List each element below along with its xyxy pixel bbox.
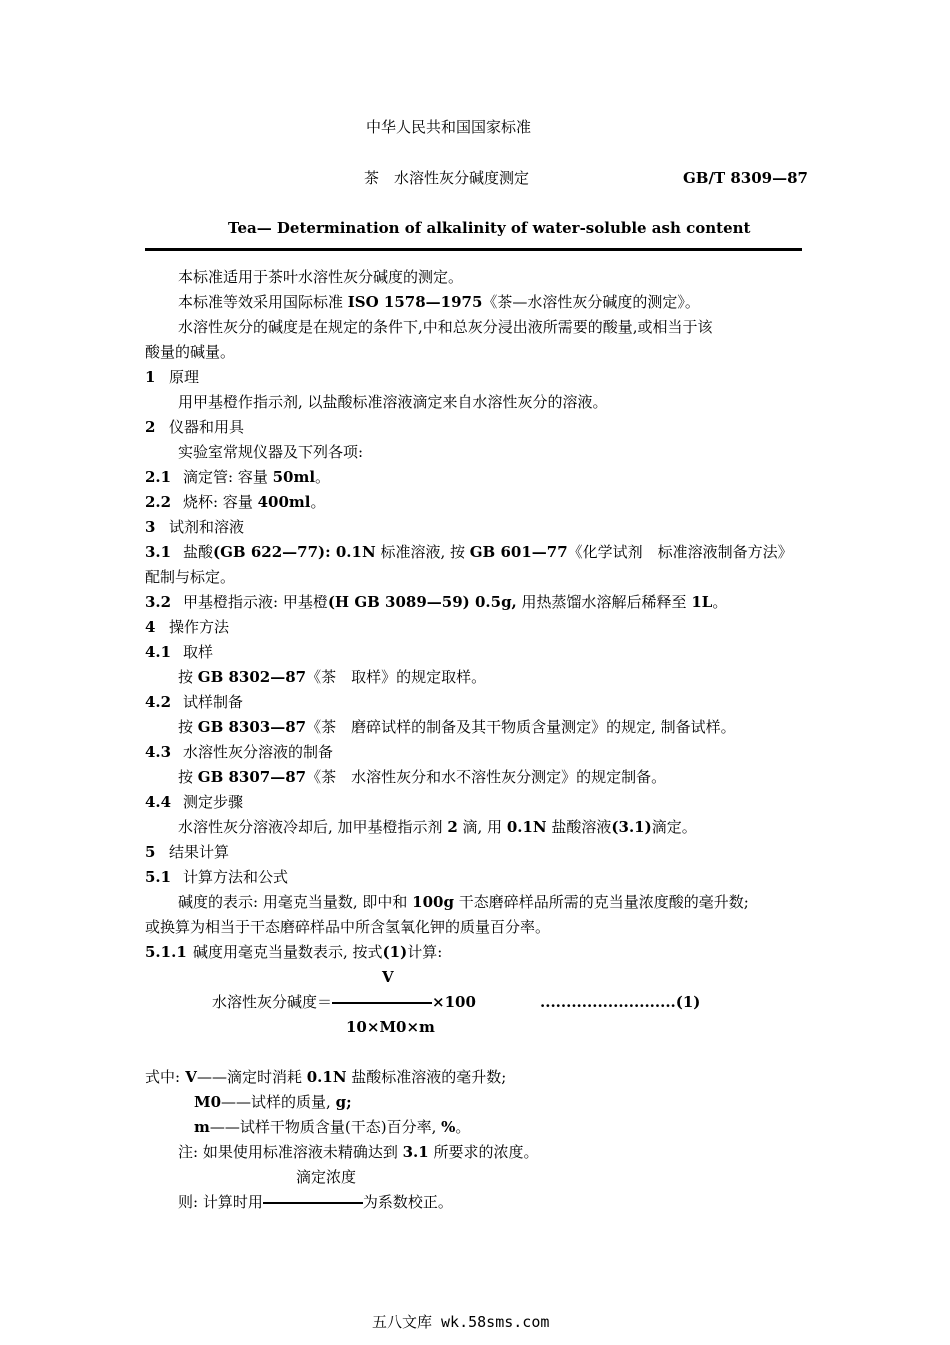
intro-paragraph-1: 本标准适用于茶叶水溶性灰分碱度的测定。 — [178, 268, 464, 286]
item-4-4-heading: 4.4 测定步骤 — [145, 793, 244, 811]
item-3-1-line-1: 3.1 盐酸(GB 622—77): 0.1N 标准溶液, 按 GB 601—77《化学试剂 标准溶液制备方法》 — [145, 543, 793, 561]
item-4-1-text: 按 GB 8302—87《茶 取样》的规定取样。 — [178, 668, 487, 686]
item-5-1-text-line-2: 或换算为相当于干态磨碎样品中所含氢氧化钾的质量百分率。 — [145, 918, 551, 936]
item-3-2: 3.2 甲基橙指示液: 甲基橙(H GB 3089—59) 0.5g, 用热蒸馏水溶解后稀释至 1L。 — [145, 593, 728, 611]
section-3-heading: 3 试剂和溶液 — [145, 518, 245, 536]
note-correction-line: 则: 计算时用 为系数校正。 — [178, 1193, 453, 1211]
item-5-1-1: 5.1.1 碱度用毫克当量数表示, 按式(1)计算: — [145, 943, 443, 961]
note-text: 注: 如果使用标准溶液未精确达到 3.1 所要求的浓度。 — [178, 1143, 539, 1161]
intro-paragraph-3-line-2: 酸量的碱量。 — [145, 343, 236, 361]
title-rule — [145, 248, 802, 251]
formula-main-line: 水溶性灰分碱度＝ ×100 — [212, 993, 476, 1011]
item-2-2: 2.2 烧杯: 容量 400ml。 — [145, 493, 326, 511]
section-1-text: 用甲基橙作指示剂, 以盐酸标准溶液滴定来自水溶性灰分的溶液。 — [178, 393, 608, 411]
legend-m: m——试样干物质含量(干态)百分率, %。 — [194, 1118, 471, 1136]
item-5-1-text-line-1: 碱度的表示: 用毫克当量数, 即中和 100g 干态磨碎样品所需的克当量浓度酸的毫升数; — [178, 893, 749, 911]
item-3-1-line-2: 配制与标定。 — [145, 568, 236, 586]
legend-m0: M0——试样的质量, g; — [194, 1093, 352, 1111]
note-fraction-bar — [263, 1202, 363, 1204]
intro-paragraph-2: 本标准等效采用国际标准 ISO 1578—1975《茶—水溶性灰分碱度的测定》。 — [178, 293, 700, 311]
section-4-heading: 4 操作方法 — [145, 618, 230, 636]
note-fraction-numerator: 滴定浓度 — [296, 1168, 357, 1186]
formula-denominator: 10×M0×m — [346, 1018, 435, 1036]
item-4-3-heading: 4.3 水溶性灰分溶液的制备 — [145, 743, 334, 761]
standard-number: GB/T 8309—87 — [683, 169, 808, 187]
item-4-2-heading: 4.2 试样制备 — [145, 693, 244, 711]
legend-v: 式中: V——滴定时消耗 0.1N 盐酸标准溶液的毫升数; — [145, 1068, 507, 1086]
english-title: Tea— Determination of alkalinity of water-soluble ash content — [228, 219, 751, 237]
item-4-3-text: 按 GB 8307—87《茶 水溶性灰分和水不溶性灰分测定》的规定制备。 — [178, 768, 667, 786]
item-4-1-heading: 4.1 取样 — [145, 643, 214, 661]
formula-numerator: V — [382, 968, 394, 986]
issuer-heading: 中华人民共和国国家标准 — [366, 118, 532, 136]
section-2-heading: 2 仪器和用具 — [145, 418, 245, 436]
formula-equation-number: ..........................(1) — [540, 993, 701, 1011]
item-5-1-heading: 5.1 计算方法和公式 — [145, 868, 289, 886]
intro-paragraph-3-line-1: 水溶性灰分的碱度是在规定的条件下,中和总灰分浸出液所需要的酸量,或相当于该 — [178, 318, 713, 336]
footer-watermark: 五八文库 wk.58sms.com — [372, 1313, 550, 1331]
section-2-text: 实验室常规仪器及下列各项: — [178, 443, 364, 461]
section-1-heading: 1 原理 — [145, 368, 200, 386]
document-title: 茶 水溶性灰分碱度测定 — [364, 169, 530, 187]
item-2-1: 2.1 滴定管: 容量 50ml。 — [145, 468, 331, 486]
formula-fraction-bar — [332, 1002, 432, 1004]
item-4-4-text: 水溶性灰分溶液冷却后, 加甲基橙指示剂 2 滴, 用 0.1N 盐酸溶液(3.1)滴定。 — [178, 818, 697, 836]
section-5-heading: 5 结果计算 — [145, 843, 230, 861]
item-4-2-text: 按 GB 8303—87《茶 磨碎试样的制备及其干物质含量测定》的规定, 制备试样。 — [178, 718, 736, 736]
